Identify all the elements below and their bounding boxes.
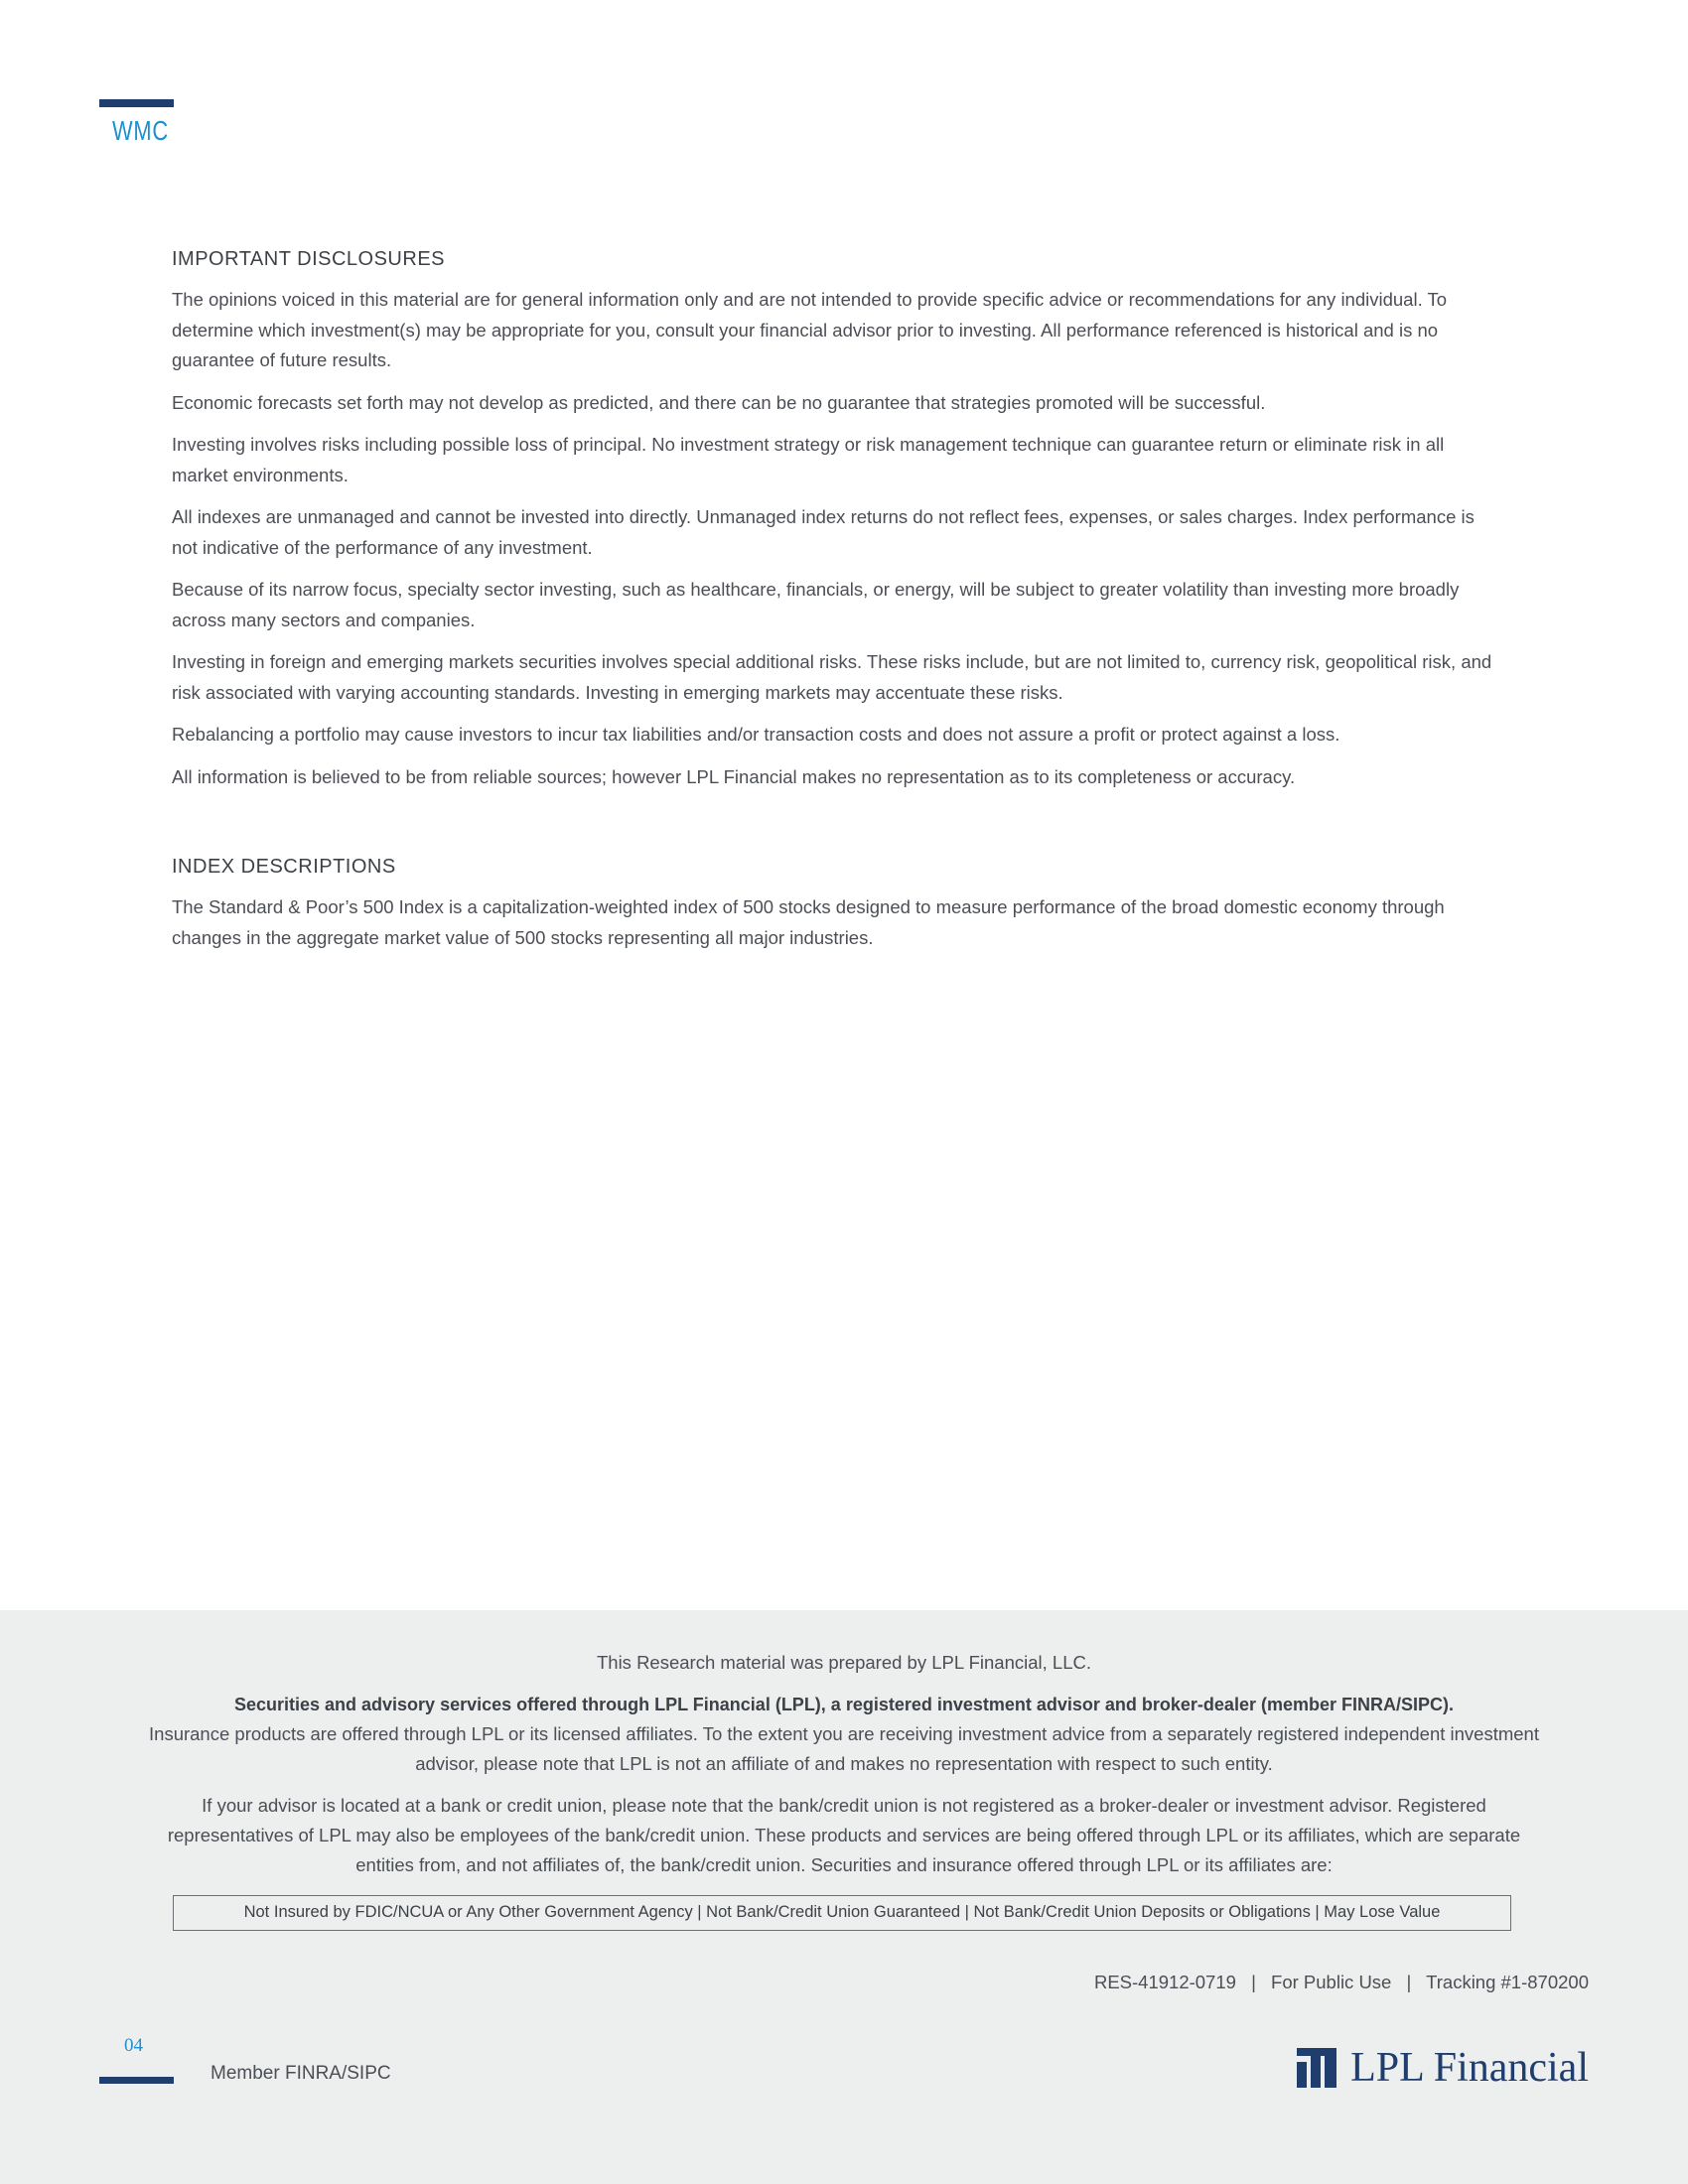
disclosure-paragraph: All information is believed to be from reliable sources; however LPL Financial makes no representation as to its completeness or accuracy. — [172, 765, 1296, 787]
index-description-paragraph: The Standard & Poor’s 500 Index is a capitalization-weighted index of 500 stocks designed to measure performance of the broad domestic economy through changes in the aggregate market value of 500 stocks representing all major industries. — [172, 896, 1445, 948]
tracking-code: RES-41912-0719 — [1093, 1972, 1236, 1992]
disclosures-title: IMPORTANT DISCLOSURES — [172, 248, 445, 270]
tracking-number: Tracking #1-870200 — [1426, 1972, 1589, 1992]
index-descriptions-title: INDEX DESCRIPTIONS — [172, 856, 396, 878]
lpl-logo-icon — [1297, 2048, 1336, 2088]
lpl-logo-text: LPL Financial — [1350, 2045, 1589, 2091]
disclosure-paragraph: Investing involves risks including possible loss of principal. No investment strategy or risk management technique can guarantee return or eliminate risk in all market environments. — [172, 434, 1445, 485]
disclosure-paragraph: Economic forecasts set forth may not develop as predicted, and there can be no guarantee that strategies promoted will be successful. — [172, 391, 1266, 413]
lpl-logo — [1297, 2043, 1589, 2093]
tracking-separator: | — [1406, 1972, 1412, 1992]
securities-statement: Securities and advisory services offered through LPL Financial (LPL), a registered investment advisor and broker-dealer (member FINRA/SIPC). — [233, 1695, 1454, 1714]
not-insured-box: Not Insured by FDIC/NCUA or Any Other Government Agency | Not Bank/Credit Union Guaranteed | Not Bank/Credit Union Deposits or Obligations | May Lose Value — [173, 1895, 1511, 1931]
footer — [0, 1610, 1688, 2184]
tracking-separator: | — [1251, 1972, 1256, 1992]
footer-accent-bar — [99, 2077, 174, 2084]
member-finra-sipc: Member FINRA/SIPC — [211, 2063, 391, 2084]
disclosure-paragraph: Rebalancing a portfolio may cause investors to incur tax liabilities and/or transaction costs and does not assure a profit or protect against a loss. — [172, 724, 1340, 745]
public-use-label: For Public Use — [1271, 1972, 1392, 1992]
header-accent-bar — [99, 99, 174, 107]
disclosure-paragraph: All indexes are unmanaged and cannot be invested into directly. Unmanaged index returns do not reflect fees, expenses, or sales charges. Index performance is not indicative of the performance of any investment. — [172, 506, 1475, 558]
prepared-by-note: This Research material was prepared by LPL Financial, LLC. — [596, 1652, 1092, 1673]
tracking-line — [1094, 1972, 1589, 1993]
disclosure-paragraph: Because of its narrow focus, specialty sector investing, such as healthcare, financials, or energy, will be subject to greater volatility than investing more broadly across many sectors and companies. — [172, 579, 1460, 630]
brand-tag: WMC — [112, 115, 169, 146]
disclosure-paragraph: The opinions voiced in this material are for general information only and are not intended to provide specific advice or recommendations for any individual. To determine which investment(s) may be appropriate for you, consult your financial advisor prior to investing. All performance referenced is historical and is no guarantee of future results. — [172, 289, 1448, 370]
insurance-statement: Insurance products are offered through LPL or its licensed affiliates. To the extent you are receiving investment advice from a separately registered independent investment advisor, please note that LPL is not an affiliate of and makes no representation with respect to such entity. — [149, 1723, 1539, 1774]
main-content — [172, 248, 1502, 965]
page-number: 04 — [124, 2035, 143, 2056]
disclosure-paragraph: Investing in foreign and emerging markets securities involves special additional risks. These risks include, but are not limited to, currency risk, geopolitical risk, and risk associated with varying accounting standards. Investing in emerging markets may accentuate these risks. — [172, 651, 1492, 703]
bank-notice: If your advisor is located at a bank or credit union, please note that the bank/credit union is not registered as a broker-dealer or investment advisor. Registered representatives of LPL may also be employees of the bank/credit union. These products and services are being offered through LPL or its affiliates, which are separate entities from, and not affiliates of, the bank/credit union. Securities and insurance offered through LPL or its affiliates are: — [167, 1795, 1521, 1875]
